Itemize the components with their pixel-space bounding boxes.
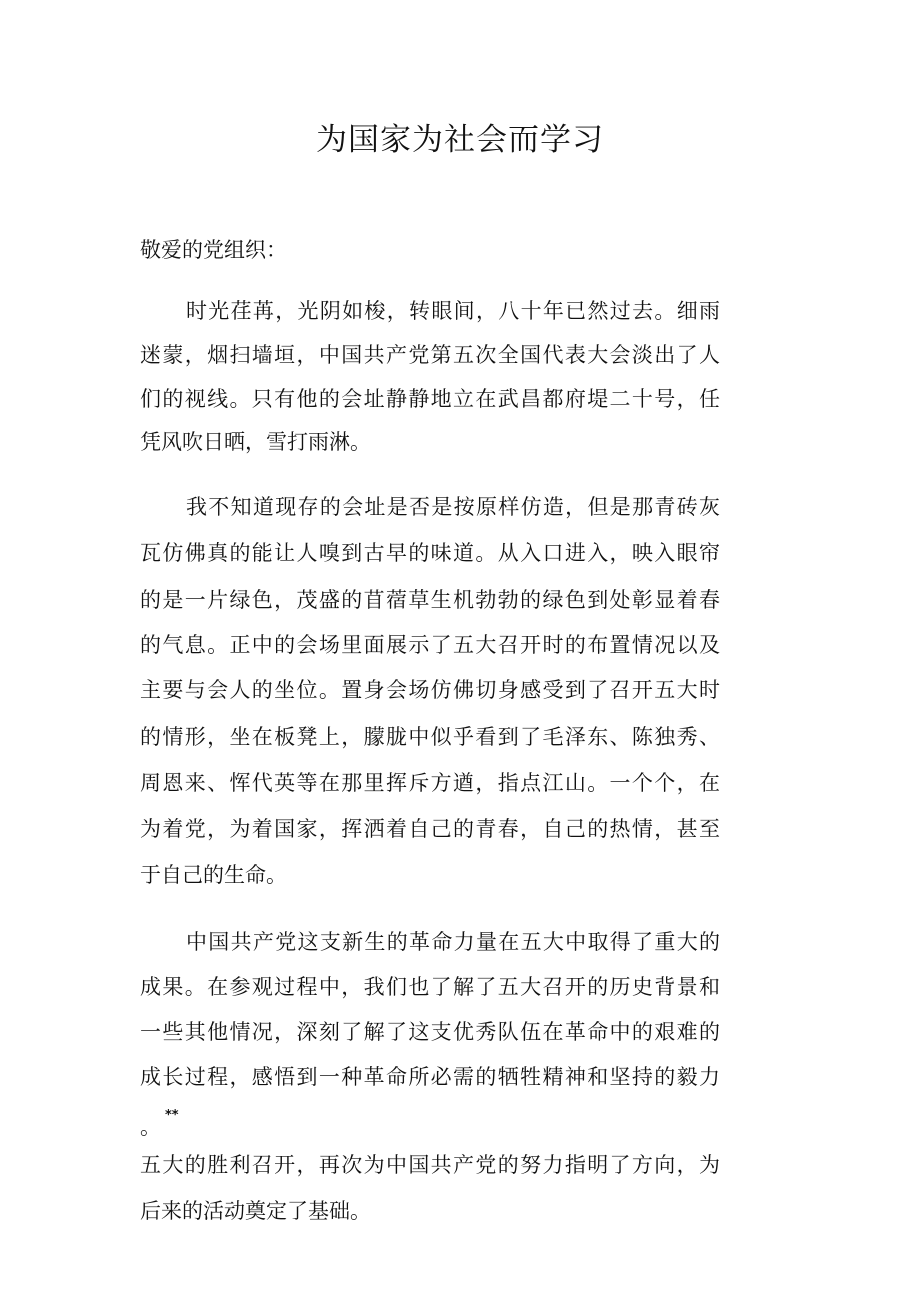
- paragraph-line: 的气息。正中的会场里面展示了五大召开时的布置情况以及: [140, 633, 720, 657]
- paragraph-line: 的情形，坐在板凳上，朦胧中似乎看到了毛泽东、陈独秀、: [140, 725, 720, 749]
- paragraph-line: 为着党，为着国家，挥洒着自己的青春，自己的热情，甚至: [140, 817, 720, 841]
- paragraph-line: 五大的胜利召开，再次为中国共产党的努力指明了方向，为: [140, 1153, 720, 1177]
- paragraph-line: 一些其他情况，深刻了解了这支优秀队伍在革命中的艰难的: [140, 1020, 720, 1044]
- paragraph-line: 主要与会人的坐位。置身会场仿佛切身感受到了召开五大时: [140, 678, 720, 702]
- paragraph-line: 后来的活动奠定了基础。: [140, 1199, 371, 1223]
- paragraph-line: 成果。在参观过程中，我们也了解了五大召开的历史背景和: [140, 975, 720, 999]
- paragraph-line: 中国共产党这支新生的革命力量在五大中取得了重大的: [186, 930, 720, 954]
- paragraph-line: 凭风吹日晒，雪打雨淋。: [140, 430, 371, 454]
- paragraph-line: 周恩来、恽代英等在那里挥斥方遒，指点江山。一个个，在: [140, 771, 720, 795]
- paragraph-line: 我不知道现存的会址是否是按原样仿造，但是那青砖灰: [186, 495, 720, 519]
- paragraph-line: 时光荏苒，光阴如梭，转眼间，八十年已然过去。细雨: [186, 299, 720, 323]
- document-title: 为国家为社会而学习: [316, 122, 604, 158]
- paragraph-line: 们的视线。只有他的会址静静地立在武昌都府堤二十号，任: [140, 387, 720, 411]
- stray-punctuation: 。: [140, 1115, 161, 1139]
- paragraph-line: 于自己的生命。: [140, 863, 287, 887]
- asterisk-marker: **: [165, 1108, 179, 1123]
- paragraph-line: 的是一片绿色，茂盛的苜蓿草生机勃勃的绿色到处彰显着春: [140, 588, 720, 612]
- salutation: 敬爱的党组织：: [140, 238, 287, 262]
- paragraph-line: 迷蒙，烟扫墙垣，中国共产党第五次全国代表大会淡出了人: [140, 343, 720, 367]
- paragraph-line: 成长过程，感悟到一种革命所必需的牺牲精神和坚持的毅力: [140, 1065, 720, 1089]
- paragraph-line: 瓦仿佛真的能让人嗅到古早的味道。从入口进入，映入眼帘: [140, 541, 720, 565]
